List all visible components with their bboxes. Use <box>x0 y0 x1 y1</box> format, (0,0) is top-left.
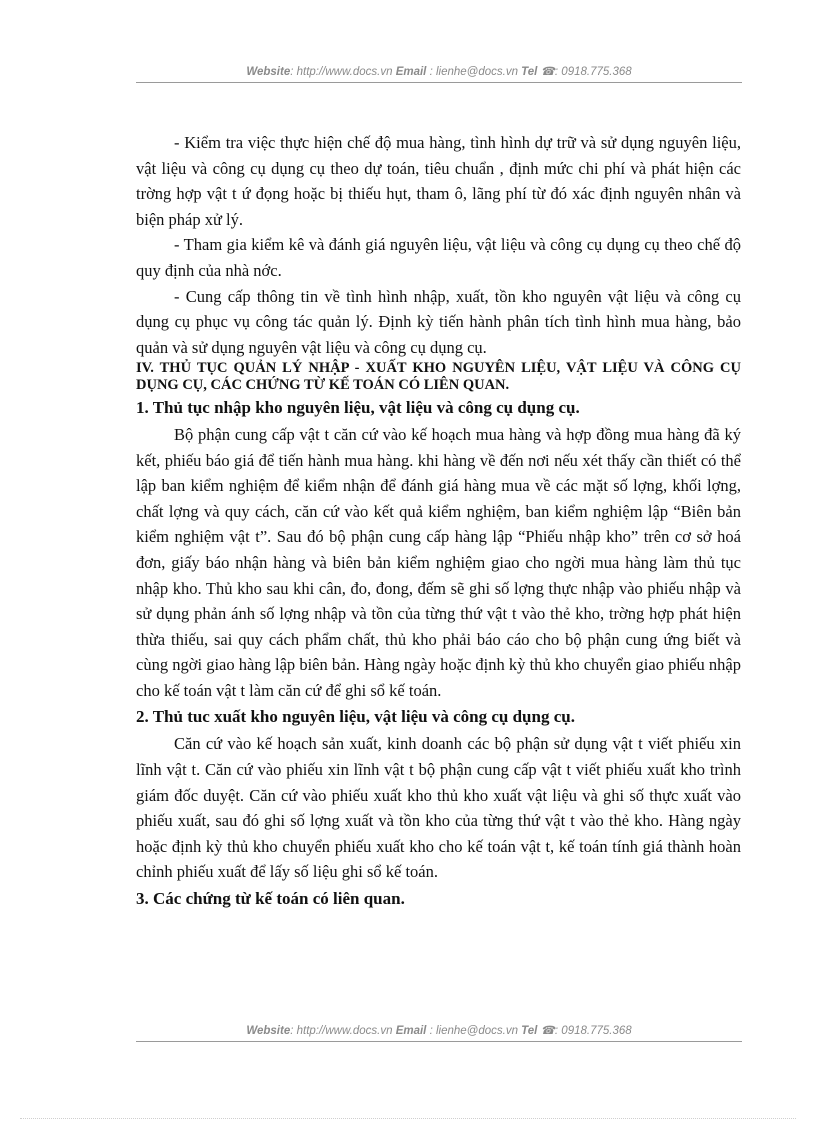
footer-website-label: Website <box>246 1025 291 1037</box>
footer-rule <box>136 1041 742 1042</box>
section-heading: IV. THỦ TỤC QUẢN LÝ NHẬP - XUẤT KHO NGUYÊN LIỆU, VẬT LIỆU VÀ CÔNG CỤ DỤNG CỤ, CÁC CHỨNG TỪ KẾ TOÁN CÓ LIÊN QUAN. <box>136 360 741 394</box>
paragraph-2: - Tham gia kiểm kê và đánh giá nguyên liệu, vật liệu và công cụ dụng cụ theo chế độ quy định của nhà nớc. <box>136 235 741 280</box>
phone-icon: ☎ <box>540 1025 555 1037</box>
phone-icon: ☎ <box>540 66 555 78</box>
paragraph-3: - Cung cấp thông tin về tình hình nhập, xuất, tồn kho nguyên vật liệu và công cụ dụng cụ phục vụ công tác quản lý. Định kỳ tiến hành phân tích tình hình mua hàng, bảo quản và sử dụng nguyên vật liệu và công cụ dụng cụ. <box>136 286 741 357</box>
page-content <box>136 130 741 913</box>
paragraph-1: - Kiểm tra việc thực hiện chế độ mua hàng, tình hình dự trữ và sử dụng nguyên liệu, vật liệu và công cụ dụng cụ theo dự toán, tiêu chuẩn , định mức chi phí và phát hiện các trờng hợp vật t ứ đọng hoặc bị thiếu hụt, tham ô, lãng phí từ đó xác định nguyên nhân và biện pháp xử lý. <box>136 133 741 229</box>
subheading-3: 3. Các chứng từ kế toán có liên quan. <box>136 889 405 909</box>
header-rule <box>136 82 742 83</box>
paragraph-4: Bộ phận cung cấp vật t căn cứ vào kế hoạch mua hàng và hợp đồng mua hàng đã ký kết, phiếu báo giá để tiến hành mua hàng. khi hàng về đến nơi nếu xét thấy cần thiết có thể lập ban kiểm nghiệm để kiểm nhận để đánh giá hàng mua về các mặt số lợng, khối lợng, chất lợng và quy cách, căn cứ vào kết quả kiểm nghiệm, ban kiểm nghiệm lập “Biên bản kiểm nghiệm vật t”. Sau đó bộ phận cung cấp hàng lập “Phiếu nhập kho” trên cơ sở hoá đơn, giấy báo nhận hàng và biên bản kiểm nghiệm giao cho ngời mua hàng làm thủ tục nhập kho. Thủ kho sau khi cân, đo, đong, đếm sẽ ghi số lợng thực nhập vào phiếu nhập và sử dụng phản ánh số lợng nhập và tồn của từng thứ vật t vào thẻ kho, trờng hợp phát hiện thừa thiếu, sai quy cách phẩm chất, thủ kho phải báo cáo cho bộ phận cung ứng biết và cùng ngời giao hàng lập biên bản. Hàng ngày hoặc định kỳ thủ kho chuyển giao phiếu nhập cho kế toán vật t làm căn cứ để ghi sổ kế toán. <box>136 424 741 700</box>
footer-email-value: : lienhe@docs.vn <box>429 1025 518 1037</box>
page-footer <box>136 1023 742 1037</box>
subheading-1: 1. Thủ tục nhập kho nguyên liệu, vật liệu và công cụ dụng cụ. <box>136 397 580 417</box>
paragraph-5: Căn cứ vào kế hoạch sản xuất, kinh doanh các bộ phận sử dụng vật t viết phiếu xin lĩnh vật t. Căn cứ vào phiếu xin lĩnh vật t bộ phận cung cấp vật t viết phiếu xuất kho trình giám đốc duyệt. Căn cứ vào phiếu xuất kho thủ kho xuất vật liệu và ghi số thực xuất vào phiếu xuất, sau đó ghi số lợng xuất và tồn kho của từng thứ vật t vào thẻ kho. Hàng ngày hoặc định kỳ thủ kho chuyển phiếu xuất kho cho kế toán vật t, kế toán tính giá thành hoàn chỉnh phiếu xuất để lấy số liệu ghi sổ kế toán. <box>136 734 741 882</box>
header-email-label: Email <box>395 66 427 78</box>
header-email-value: : lienhe@docs.vn <box>429 66 518 78</box>
header-website-value: : http://www.docs.vn <box>290 66 393 78</box>
page-bottom-dotted-line <box>20 1118 796 1119</box>
footer-website-value: : http://www.docs.vn <box>290 1025 393 1037</box>
header-tel-label: Tel <box>521 66 538 78</box>
footer-tel-value: : 0918.775.368 <box>554 1025 632 1037</box>
header-website-label: Website <box>246 66 291 78</box>
subheading-2: 2. Thủ tuc xuất kho nguyên liệu, vật liệu và công cụ dụng cụ. <box>136 707 575 727</box>
header-tel-value: : 0918.775.368 <box>554 66 632 78</box>
footer-email-label: Email <box>395 1025 427 1037</box>
footer-tel-label: Tel <box>521 1025 538 1037</box>
page-header <box>136 64 742 78</box>
